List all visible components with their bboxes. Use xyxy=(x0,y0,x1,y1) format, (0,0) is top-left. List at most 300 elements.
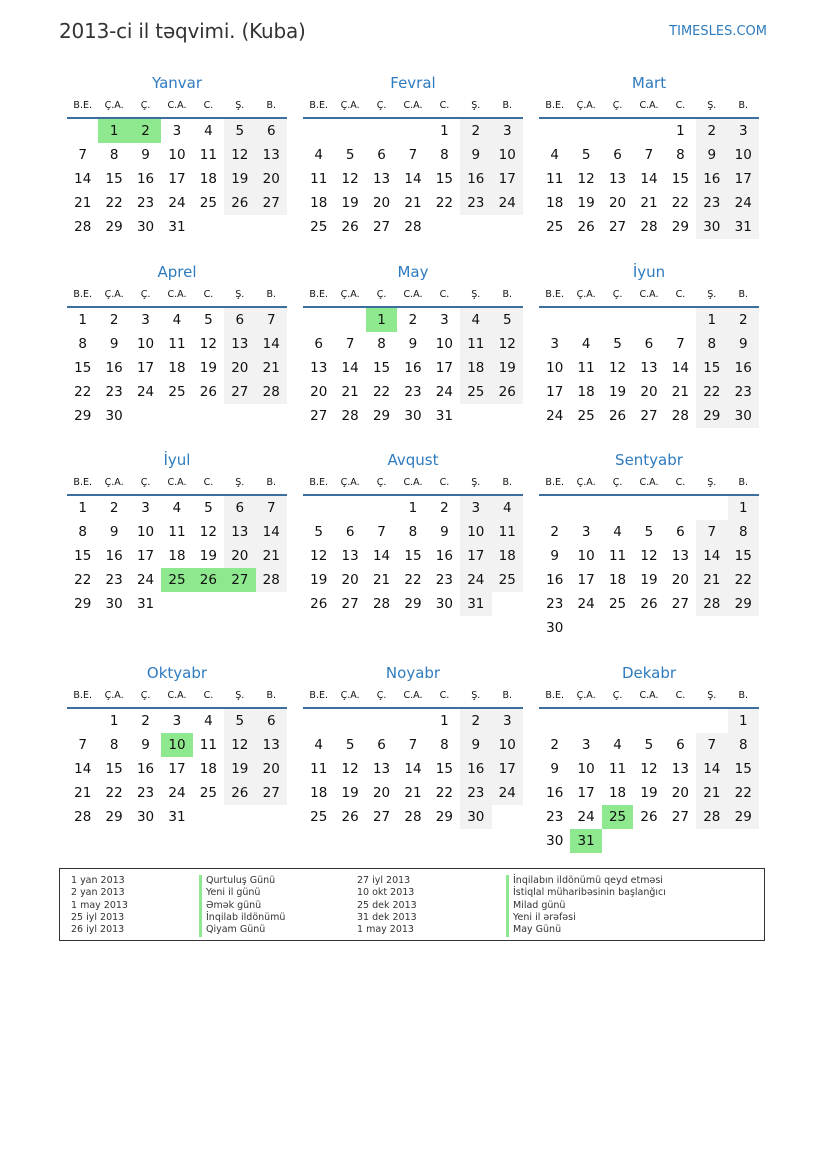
day-cell[interactable]: 17 xyxy=(136,548,155,564)
day-cell[interactable]: 31 xyxy=(435,408,453,424)
day-cell[interactable]: 7 xyxy=(676,336,685,352)
day-cell[interactable]: 1 xyxy=(78,500,87,516)
day-cell[interactable]: 6 xyxy=(224,308,255,332)
day-cell[interactable]: 23 xyxy=(105,572,123,588)
day-cell[interactable]: 11 xyxy=(460,332,491,356)
day-cell[interactable]: 28 xyxy=(74,219,92,235)
day-cell[interactable]: 2 xyxy=(460,709,491,733)
day-cell[interactable]: 2 xyxy=(109,500,119,516)
day-cell[interactable]: 8 xyxy=(377,336,386,352)
day-cell[interactable]: 20 xyxy=(256,757,287,781)
day-cell[interactable]: 4 xyxy=(581,336,591,352)
day-cell[interactable]: 2 xyxy=(550,524,559,540)
day-cell[interactable]: 3 xyxy=(141,500,150,516)
day-cell[interactable]: 10 xyxy=(161,733,192,757)
day-cell[interactable]: 7 xyxy=(408,147,418,163)
day-cell[interactable]: 6 xyxy=(377,737,386,753)
day-cell[interactable]: 27 xyxy=(671,809,689,825)
day-cell[interactable]: 9 xyxy=(550,548,559,564)
day-cell[interactable]: 6 xyxy=(676,737,685,753)
day-cell[interactable]: 6 xyxy=(256,709,287,733)
day-cell[interactable]: 23 xyxy=(404,384,422,400)
day-cell[interactable]: 27 xyxy=(640,408,658,424)
day-cell[interactable]: 15 xyxy=(372,360,391,376)
day-cell[interactable]: 23 xyxy=(728,380,759,404)
day-cell[interactable]: 29 xyxy=(728,592,759,616)
day-cell[interactable]: 10 xyxy=(460,520,491,544)
day-cell[interactable]: 31 xyxy=(136,596,155,612)
day-cell[interactable]: 21 xyxy=(696,568,727,592)
day-cell[interactable]: 12 xyxy=(640,761,658,777)
day-cell[interactable]: 16 xyxy=(136,761,155,777)
day-cell[interactable]: 31 xyxy=(168,809,186,825)
day-cell[interactable]: 2 xyxy=(130,119,161,143)
day-cell[interactable]: 26 xyxy=(608,408,627,424)
day-cell[interactable]: 22 xyxy=(105,195,123,211)
day-cell[interactable]: 10 xyxy=(728,143,759,167)
day-cell[interactable]: 14 xyxy=(74,171,92,187)
day-cell[interactable]: 19 xyxy=(224,167,255,191)
day-cell[interactable]: 7 xyxy=(256,308,287,332)
day-cell[interactable]: 13 xyxy=(671,548,689,564)
day-cell[interactable]: 11 xyxy=(608,548,627,564)
day-cell[interactable]: 5 xyxy=(314,524,323,540)
day-cell[interactable]: 27 xyxy=(256,781,287,805)
day-cell[interactable]: 1 xyxy=(109,713,119,729)
day-cell[interactable]: 9 xyxy=(109,336,119,352)
day-cell[interactable]: 23 xyxy=(136,195,155,211)
day-cell[interactable]: 1 xyxy=(440,713,449,729)
day-cell[interactable]: 25 xyxy=(546,219,564,235)
day-cell[interactable]: 23 xyxy=(136,785,155,801)
day-cell[interactable]: 6 xyxy=(224,496,255,520)
day-cell[interactable]: 30 xyxy=(728,404,759,428)
day-cell[interactable]: 12 xyxy=(640,548,658,564)
day-cell[interactable]: 19 xyxy=(199,360,217,376)
day-cell[interactable]: 6 xyxy=(644,336,654,352)
day-cell[interactable]: 6 xyxy=(256,119,287,143)
day-cell[interactable]: 12 xyxy=(341,171,359,187)
day-cell[interactable]: 11 xyxy=(199,147,217,163)
day-cell[interactable]: 8 xyxy=(408,524,418,540)
day-cell[interactable]: 30 xyxy=(404,408,422,424)
day-cell[interactable]: 29 xyxy=(696,404,727,428)
day-cell[interactable]: 8 xyxy=(440,147,449,163)
day-cell[interactable]: 28 xyxy=(696,592,727,616)
day-cell[interactable]: 8 xyxy=(676,147,685,163)
day-cell[interactable]: 5 xyxy=(345,147,355,163)
day-cell[interactable]: 1 xyxy=(78,312,87,328)
day-cell[interactable]: 15 xyxy=(105,171,123,187)
day-cell[interactable]: 24 xyxy=(577,596,595,612)
day-cell[interactable]: 11 xyxy=(492,520,523,544)
day-cell[interactable]: 10 xyxy=(168,147,186,163)
day-cell[interactable]: 10 xyxy=(492,733,523,757)
day-cell[interactable]: 13 xyxy=(608,171,627,187)
day-cell[interactable]: 14 xyxy=(404,171,422,187)
day-cell[interactable]: 14 xyxy=(404,761,422,777)
day-cell[interactable]: 15 xyxy=(404,548,422,564)
day-cell[interactable]: 22 xyxy=(435,785,453,801)
day-cell[interactable]: 6 xyxy=(345,524,355,540)
day-cell[interactable]: 22 xyxy=(728,781,759,805)
day-cell[interactable]: 13 xyxy=(224,332,255,356)
day-cell[interactable]: 3 xyxy=(492,119,523,143)
day-cell[interactable]: 19 xyxy=(640,572,658,588)
day-cell[interactable]: 9 xyxy=(109,524,119,540)
day-cell[interactable]: 19 xyxy=(341,195,359,211)
day-cell[interactable]: 26 xyxy=(341,809,359,825)
day-cell[interactable]: 28 xyxy=(696,805,727,829)
day-cell[interactable]: 29 xyxy=(404,596,422,612)
day-cell[interactable]: 23 xyxy=(546,809,564,825)
day-cell[interactable]: 25 xyxy=(577,408,595,424)
day-cell[interactable]: 22 xyxy=(105,785,123,801)
day-cell[interactable]: 12 xyxy=(199,336,217,352)
day-cell[interactable]: 29 xyxy=(728,805,759,829)
day-cell[interactable]: 18 xyxy=(608,785,627,801)
day-cell[interactable]: 1 xyxy=(366,308,397,332)
day-cell[interactable]: 26 xyxy=(492,380,523,404)
day-cell[interactable]: 25 xyxy=(310,809,328,825)
day-cell[interactable]: 13 xyxy=(372,171,391,187)
day-cell[interactable]: 20 xyxy=(608,195,627,211)
day-cell[interactable]: 22 xyxy=(671,195,689,211)
day-cell[interactable]: 5 xyxy=(345,737,355,753)
day-cell[interactable]: 2 xyxy=(408,312,418,328)
day-cell[interactable]: 28 xyxy=(341,408,359,424)
day-cell[interactable]: 9 xyxy=(141,737,150,753)
day-cell[interactable]: 3 xyxy=(141,312,150,328)
day-cell[interactable]: 23 xyxy=(435,572,453,588)
day-cell[interactable]: 8 xyxy=(440,737,449,753)
day-cell[interactable]: 1 xyxy=(728,496,759,520)
day-cell[interactable]: 17 xyxy=(546,384,564,400)
day-cell[interactable]: 9 xyxy=(408,336,418,352)
day-cell[interactable]: 10 xyxy=(136,336,155,352)
day-cell[interactable]: 25 xyxy=(161,568,192,592)
day-cell[interactable]: 12 xyxy=(341,761,359,777)
day-cell[interactable]: 13 xyxy=(640,360,658,376)
day-cell[interactable]: 4 xyxy=(613,737,622,753)
day-cell[interactable]: 28 xyxy=(256,568,287,592)
day-cell[interactable]: 21 xyxy=(256,544,287,568)
day-cell[interactable]: 8 xyxy=(728,520,759,544)
day-cell[interactable]: 7 xyxy=(78,737,87,753)
day-cell[interactable]: 27 xyxy=(372,219,391,235)
day-cell[interactable]: 10 xyxy=(492,143,523,167)
day-cell[interactable]: 7 xyxy=(644,147,654,163)
day-cell[interactable]: 29 xyxy=(74,596,92,612)
day-cell[interactable]: 29 xyxy=(105,809,123,825)
day-cell[interactable]: 5 xyxy=(204,500,213,516)
day-cell[interactable]: 24 xyxy=(577,809,595,825)
day-cell[interactable]: 30 xyxy=(546,620,564,636)
day-cell[interactable]: 4 xyxy=(492,496,523,520)
day-cell[interactable]: 24 xyxy=(546,408,564,424)
day-cell[interactable]: 28 xyxy=(671,408,689,424)
day-cell[interactable]: 27 xyxy=(310,408,328,424)
day-cell[interactable]: 7 xyxy=(696,520,727,544)
day-cell[interactable]: 6 xyxy=(377,147,386,163)
day-cell[interactable]: 19 xyxy=(341,785,359,801)
day-cell[interactable]: 18 xyxy=(492,544,523,568)
day-cell[interactable]: 16 xyxy=(546,572,564,588)
day-cell[interactable]: 15 xyxy=(105,761,123,777)
day-cell[interactable]: 5 xyxy=(644,737,654,753)
day-cell[interactable]: 13 xyxy=(224,520,255,544)
day-cell[interactable]: 17 xyxy=(435,360,453,376)
day-cell[interactable]: 20 xyxy=(224,356,255,380)
day-cell[interactable]: 14 xyxy=(74,761,92,777)
day-cell[interactable]: 23 xyxy=(105,384,123,400)
day-cell[interactable]: 16 xyxy=(435,548,453,564)
day-cell[interactable]: 30 xyxy=(546,833,564,849)
day-cell[interactable]: 27 xyxy=(224,568,255,592)
day-cell[interactable]: 30 xyxy=(136,809,155,825)
day-cell[interactable]: 11 xyxy=(168,336,186,352)
day-cell[interactable]: 12 xyxy=(577,171,595,187)
day-cell[interactable]: 7 xyxy=(345,336,355,352)
day-cell[interactable]: 12 xyxy=(224,143,255,167)
day-cell[interactable]: 11 xyxy=(199,737,217,753)
day-cell[interactable]: 19 xyxy=(199,548,217,564)
day-cell[interactable]: 9 xyxy=(728,332,759,356)
day-cell[interactable]: 7 xyxy=(78,147,87,163)
day-cell[interactable]: 4 xyxy=(204,123,213,139)
day-cell[interactable]: 5 xyxy=(224,709,255,733)
day-cell[interactable]: 21 xyxy=(341,384,359,400)
day-cell[interactable]: 22 xyxy=(372,384,391,400)
day-cell[interactable]: 20 xyxy=(671,572,689,588)
day-cell[interactable]: 11 xyxy=(608,761,627,777)
day-cell[interactable]: 8 xyxy=(696,332,727,356)
day-cell[interactable]: 10 xyxy=(546,360,564,376)
day-cell[interactable]: 20 xyxy=(640,384,658,400)
day-cell[interactable]: 20 xyxy=(671,785,689,801)
day-cell[interactable]: 23 xyxy=(696,191,727,215)
day-cell[interactable]: 17 xyxy=(492,757,523,781)
day-cell[interactable]: 16 xyxy=(460,167,491,191)
day-cell[interactable]: 13 xyxy=(310,360,328,376)
day-cell[interactable]: 7 xyxy=(256,496,287,520)
day-cell[interactable]: 21 xyxy=(671,384,689,400)
day-cell[interactable]: 4 xyxy=(204,713,213,729)
day-cell[interactable]: 26 xyxy=(224,191,255,215)
day-cell[interactable]: 20 xyxy=(310,384,328,400)
day-cell[interactable]: 22 xyxy=(728,568,759,592)
day-cell[interactable]: 19 xyxy=(224,757,255,781)
day-cell[interactable]: 5 xyxy=(224,119,255,143)
day-cell[interactable]: 20 xyxy=(372,785,391,801)
day-cell[interactable]: 5 xyxy=(644,524,654,540)
day-cell[interactable]: 28 xyxy=(74,809,92,825)
day-cell[interactable]: 9 xyxy=(696,143,727,167)
day-cell[interactable]: 22 xyxy=(435,195,453,211)
day-cell[interactable]: 18 xyxy=(577,384,595,400)
day-cell[interactable]: 4 xyxy=(172,500,182,516)
day-cell[interactable]: 17 xyxy=(460,544,491,568)
day-cell[interactable]: 17 xyxy=(577,572,595,588)
site-link[interactable]: TIMESLES.COM xyxy=(669,24,767,39)
day-cell[interactable]: 16 xyxy=(696,167,727,191)
day-cell[interactable]: 3 xyxy=(550,336,559,352)
day-cell[interactable]: 1 xyxy=(440,123,449,139)
day-cell[interactable]: 15 xyxy=(435,171,453,187)
day-cell[interactable]: 28 xyxy=(404,809,422,825)
day-cell[interactable]: 29 xyxy=(74,408,92,424)
day-cell[interactable]: 21 xyxy=(640,195,658,211)
day-cell[interactable]: 4 xyxy=(550,147,559,163)
day-cell[interactable]: 14 xyxy=(671,360,689,376)
day-cell[interactable]: 9 xyxy=(550,761,559,777)
day-cell[interactable]: 23 xyxy=(546,596,564,612)
day-cell[interactable]: 24 xyxy=(168,785,186,801)
day-cell[interactable]: 8 xyxy=(109,737,119,753)
day-cell[interactable]: 27 xyxy=(372,809,391,825)
day-cell[interactable]: 30 xyxy=(105,408,123,424)
day-cell[interactable]: 13 xyxy=(341,548,359,564)
day-cell[interactable]: 13 xyxy=(256,733,287,757)
day-cell[interactable]: 21 xyxy=(74,785,92,801)
day-cell[interactable]: 26 xyxy=(577,219,595,235)
day-cell[interactable]: 3 xyxy=(460,496,491,520)
day-cell[interactable]: 18 xyxy=(608,572,627,588)
day-cell[interactable]: 15 xyxy=(435,761,453,777)
day-cell[interactable]: 5 xyxy=(204,312,213,328)
day-cell[interactable]: 6 xyxy=(613,147,622,163)
day-cell[interactable]: 4 xyxy=(314,737,323,753)
day-cell[interactable]: 21 xyxy=(696,781,727,805)
day-cell[interactable]: 5 xyxy=(492,308,523,332)
day-cell[interactable]: 26 xyxy=(310,596,328,612)
day-cell[interactable]: 19 xyxy=(492,356,523,380)
day-cell[interactable]: 16 xyxy=(546,785,564,801)
day-cell[interactable]: 18 xyxy=(546,195,564,211)
day-cell[interactable]: 26 xyxy=(193,568,224,592)
day-cell[interactable]: 22 xyxy=(696,380,727,404)
day-cell[interactable]: 12 xyxy=(224,733,255,757)
day-cell[interactable]: 8 xyxy=(78,336,87,352)
day-cell[interactable]: 17 xyxy=(168,761,186,777)
day-cell[interactable]: 25 xyxy=(602,805,633,829)
day-cell[interactable]: 2 xyxy=(728,308,759,332)
day-cell[interactable]: 25 xyxy=(608,596,627,612)
day-cell[interactable]: 7 xyxy=(377,524,386,540)
day-cell[interactable]: 16 xyxy=(460,757,491,781)
day-cell[interactable]: 14 xyxy=(256,520,287,544)
day-cell[interactable]: 24 xyxy=(136,384,155,400)
day-cell[interactable]: 21 xyxy=(256,356,287,380)
day-cell[interactable]: 14 xyxy=(341,360,359,376)
day-cell[interactable]: 3 xyxy=(492,709,523,733)
day-cell[interactable]: 4 xyxy=(172,312,182,328)
day-cell[interactable]: 8 xyxy=(109,147,119,163)
day-cell[interactable]: 18 xyxy=(310,785,328,801)
day-cell[interactable]: 16 xyxy=(136,171,155,187)
day-cell[interactable]: 19 xyxy=(608,384,627,400)
day-cell[interactable]: 10 xyxy=(577,761,595,777)
day-cell[interactable]: 4 xyxy=(314,147,323,163)
day-cell[interactable]: 22 xyxy=(74,572,92,588)
day-cell[interactable]: 7 xyxy=(696,733,727,757)
day-cell[interactable]: 19 xyxy=(310,572,328,588)
day-cell[interactable]: 10 xyxy=(435,336,453,352)
day-cell[interactable]: 18 xyxy=(168,548,186,564)
day-cell[interactable]: 9 xyxy=(440,524,449,540)
day-cell[interactable]: 14 xyxy=(372,548,391,564)
day-cell[interactable]: 11 xyxy=(310,761,328,777)
day-cell[interactable]: 4 xyxy=(460,308,491,332)
day-cell[interactable]: 3 xyxy=(728,119,759,143)
day-cell[interactable]: 27 xyxy=(256,191,287,215)
day-cell[interactable]: 30 xyxy=(435,596,453,612)
day-cell[interactable]: 24 xyxy=(492,191,523,215)
day-cell[interactable]: 15 xyxy=(728,544,759,568)
day-cell[interactable]: 31 xyxy=(460,592,491,616)
day-cell[interactable]: 2 xyxy=(440,500,449,516)
day-cell[interactable]: 15 xyxy=(671,171,689,187)
day-cell[interactable]: 1 xyxy=(408,500,418,516)
day-cell[interactable]: 2 xyxy=(109,312,119,328)
day-cell[interactable]: 22 xyxy=(404,572,422,588)
day-cell[interactable]: 14 xyxy=(696,757,727,781)
day-cell[interactable]: 3 xyxy=(172,713,182,729)
day-cell[interactable]: 3 xyxy=(581,524,591,540)
day-cell[interactable]: 20 xyxy=(256,167,287,191)
day-cell[interactable]: 20 xyxy=(224,544,255,568)
day-cell[interactable]: 3 xyxy=(581,737,591,753)
day-cell[interactable]: 16 xyxy=(728,356,759,380)
day-cell[interactable]: 29 xyxy=(372,408,391,424)
day-cell[interactable]: 14 xyxy=(256,332,287,356)
day-cell[interactable]: 2 xyxy=(460,119,491,143)
day-cell[interactable]: 24 xyxy=(492,781,523,805)
day-cell[interactable]: 26 xyxy=(341,219,359,235)
day-cell[interactable]: 4 xyxy=(613,524,622,540)
day-cell[interactable]: 28 xyxy=(640,219,658,235)
day-cell[interactable]: 29 xyxy=(435,809,453,825)
day-cell[interactable]: 3 xyxy=(172,123,182,139)
day-cell[interactable]: 13 xyxy=(671,761,689,777)
day-cell[interactable]: 19 xyxy=(640,785,658,801)
day-cell[interactable]: 26 xyxy=(199,384,217,400)
day-cell[interactable]: 11 xyxy=(546,171,564,187)
day-cell[interactable]: 13 xyxy=(372,761,391,777)
day-cell[interactable]: 30 xyxy=(136,219,155,235)
day-cell[interactable]: 2 xyxy=(550,737,559,753)
day-cell[interactable]: 28 xyxy=(372,596,391,612)
day-cell[interactable]: 29 xyxy=(671,219,689,235)
day-cell[interactable]: 25 xyxy=(199,785,217,801)
day-cell[interactable]: 22 xyxy=(74,384,92,400)
day-cell[interactable]: 12 xyxy=(310,548,328,564)
day-cell[interactable]: 11 xyxy=(577,360,595,376)
day-cell[interactable]: 15 xyxy=(696,356,727,380)
day-cell[interactable]: 24 xyxy=(136,572,155,588)
day-cell[interactable]: 24 xyxy=(168,195,186,211)
day-cell[interactable]: 11 xyxy=(310,171,328,187)
day-cell[interactable]: 25 xyxy=(199,195,217,211)
day-cell[interactable]: 18 xyxy=(310,195,328,211)
day-cell[interactable]: 23 xyxy=(460,781,491,805)
day-cell[interactable]: 2 xyxy=(141,713,150,729)
day-cell[interactable]: 15 xyxy=(728,757,759,781)
day-cell[interactable]: 18 xyxy=(199,171,217,187)
day-cell[interactable]: 19 xyxy=(577,195,595,211)
day-cell[interactable]: 27 xyxy=(341,596,359,612)
day-cell[interactable]: 18 xyxy=(199,761,217,777)
